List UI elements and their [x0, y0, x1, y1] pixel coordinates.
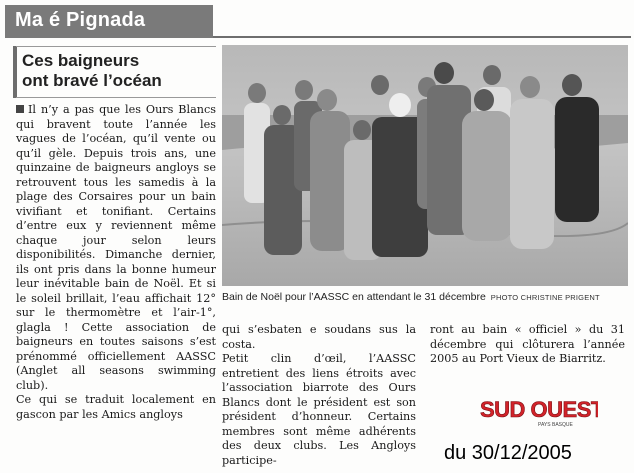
- section-rubric: Ma é Pignada: [5, 5, 213, 38]
- paragraph: [16, 103, 216, 393]
- headline-rule-top: [16, 46, 216, 47]
- svg-text:SUD OUEST: SUD OUEST: [480, 397, 598, 422]
- photo-caption: [222, 291, 628, 303]
- headline-line-2: ont bravé l’océan: [22, 71, 162, 90]
- rubric-rule: [213, 36, 631, 38]
- svg-text:PAYS BASQUE: PAYS BASQUE: [538, 422, 573, 428]
- sud-ouest-logo: [478, 395, 598, 429]
- article-column-left: [16, 103, 216, 422]
- article-headline: [22, 51, 212, 91]
- paragraph: Petit clin d’œil, l’AASSC entretient des liens étroits avec l’association biarrote des Ours Blancs dont le président est son président d’honneur. Certains membres sont même adhérents des deux clubs. Les Angloys participe-: [222, 352, 416, 467]
- headline-line-1: Ces baigneurs: [22, 51, 140, 70]
- headline-accent-bar: [13, 46, 17, 98]
- paragraph: Ce qui se traduit localement en gascon par les Amics angloys: [16, 393, 216, 421]
- square-bullet-icon: [16, 105, 24, 113]
- paragraph: ront au bain « officiel » du 31 décembre qui clôturera l’année 2005 au Port Vieux de Biarritz.: [430, 323, 625, 365]
- paragraph-text: Il n’y a pas que les Ours Blancs qui bravent toute l’année les vagues de l’océan, qu’il vente ou qu’il gèle. Depuis trois ans, une quinzaine de baigneurs angloys se retrouvent tous les samedis à la plage des Corsaires pour un bain vivifiant et tonifiant. Certains d’entre eux y reviennent même chaque jour selon leurs disponibilités. Dimanche dernier, ils ont pris dans la bonne humeur leur inévitable bain de Noël. Et si le soleil brillait, l’eau affichait 12° sur le thermomètre et l’air-1°, glagla ! Cette association de baigneurs en toutes saisons s’est prénommé officiellement AASSC (Anglet all seasons swimming club).: [16, 103, 216, 392]
- article-photo: [222, 45, 628, 286]
- caption-text: Bain de Noël pour l’AASSC en attendant le 31 décembre: [222, 291, 486, 303]
- photo-credit: PHOTO CHRISTINE PRIGENT: [490, 293, 600, 302]
- swimmers-group-photo: [222, 45, 628, 286]
- article-column-middle: [222, 323, 416, 468]
- paragraph: qui s’esbaten e soudans sus la costa.: [222, 323, 416, 351]
- sud-ouest-logo-graphic: [478, 395, 598, 429]
- article-column-right: [430, 323, 625, 367]
- clipping-date: du 30/12/2005: [444, 442, 572, 464]
- headline-rule-bottom: [16, 97, 216, 98]
